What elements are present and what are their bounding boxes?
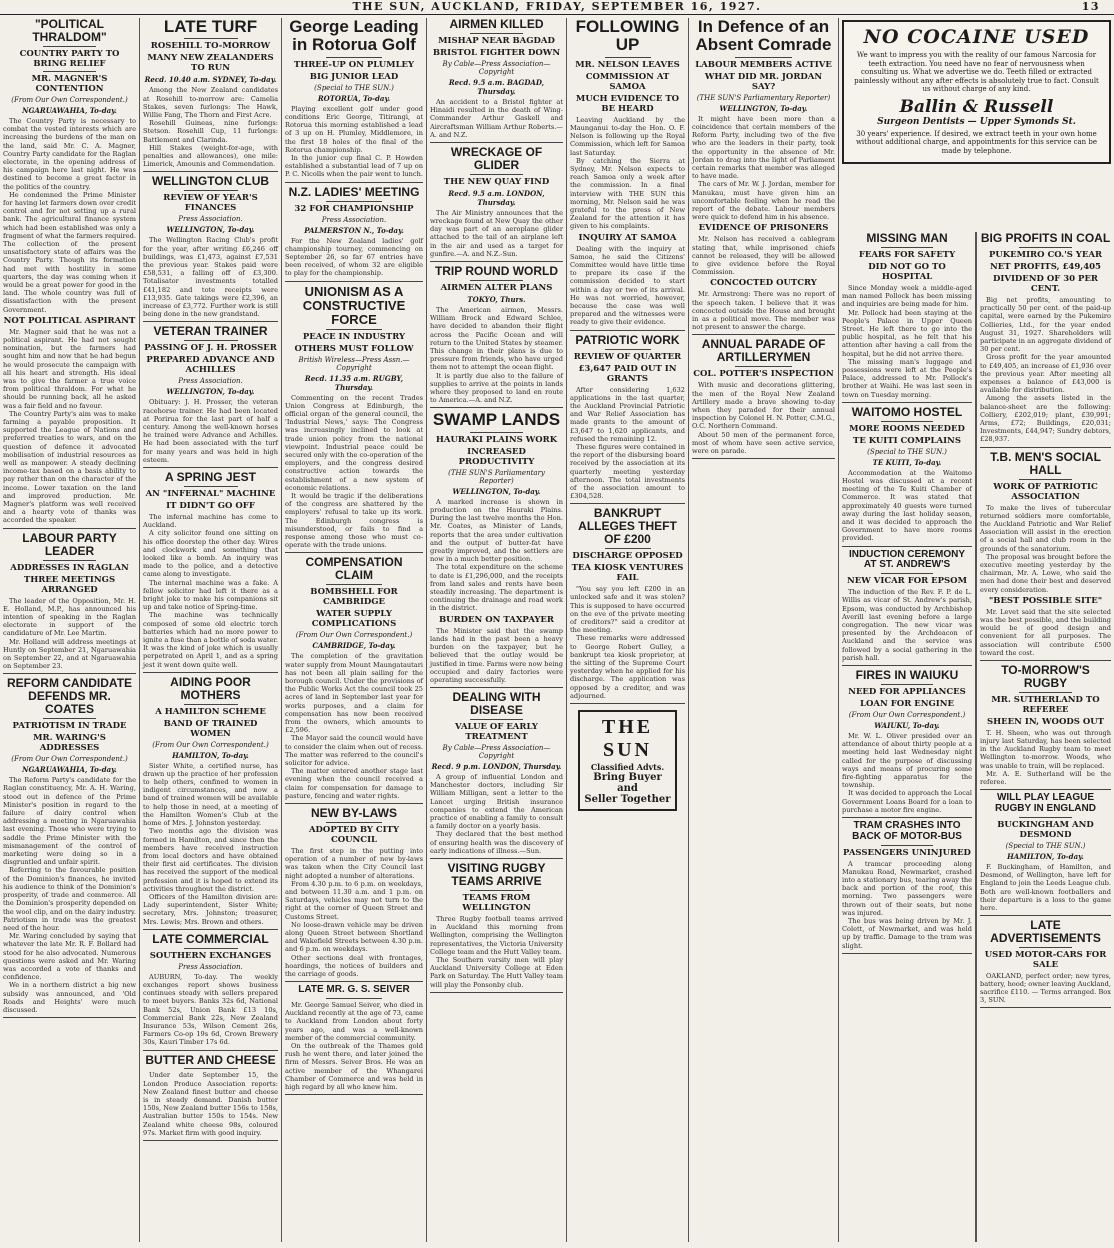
column-5 bbox=[567, 18, 689, 1242]
deck: MR. NELSON LEAVES bbox=[575, 59, 680, 70]
dateline: WAIUKU, To-day. bbox=[874, 720, 940, 730]
body-text: Mr. Pollock had been staying at the People's Palace in Upper Queen Street. He left there to go into the public hospital, as he felt that his attention after having a call from the hospital, but he did not arrive there. bbox=[842, 308, 972, 358]
byline: (From Our Own Correspondent.) bbox=[11, 755, 128, 764]
classified-heading: USED MOTOR-CARS FOR SALE bbox=[984, 950, 1107, 971]
headline: A SPRING JEST bbox=[165, 469, 256, 484]
article-compensation-claim bbox=[285, 556, 423, 804]
headline: NEW BY-LAWS bbox=[311, 806, 397, 821]
article-swamp-lands bbox=[430, 411, 563, 688]
byline: (Special to THE SUN.) bbox=[1005, 841, 1086, 850]
article-airmen-killed bbox=[430, 18, 563, 143]
deck: £3,647 PAID OUT IN GRANTS bbox=[578, 363, 677, 384]
body-text: To make the lives of tubercular returned soldiers more comfortable, the Auckland Patriotic and War Relief Association will assist in the erection of a social hall and club room in the grounds of the sanatorium. bbox=[980, 503, 1111, 553]
body-text: A tramcar proceeding along Manukau Road, Newmarket, crashed into a stationary bus, tearing away the back and portion of the roof, this morning. Two passengers were thrown out of their seats, but none was injured. bbox=[842, 859, 972, 917]
body-text: We in a northern district a big new subsidy was announced, and 'Old Roads and Heights' were much discussed. bbox=[3, 981, 136, 1014]
deck: WATER SUPPLY COMPLICATIONS bbox=[311, 609, 397, 630]
byline: (From Our Own Correspondent.) bbox=[848, 710, 966, 719]
sun-ad-line: Classified Advts. bbox=[590, 762, 665, 773]
body-text: T. H. Sheen, who was out through injury last Saturday, has been selected in the Auckland Rugby team to meet Wellington to-morrow. Woods, who was unable to train, will be replaced. bbox=[980, 728, 1111, 770]
deck: PUKEMIRO CO.'S YEAR bbox=[988, 249, 1103, 260]
body-text: Commenting on the recent Trades Union Congress at Edinburgh, the official organ of the general council, the 'Industrial News,' says: The Congress was increasingly inclined to look at trade union policy from the national viewpoint. Industrial peace could be secured only with the co-operation of the employers, and the congress desired constructive action towards the establishment of a new system of economic relations. bbox=[285, 393, 423, 492]
body-text: The internal machine was a fake. A fellow solicitor had left it there as a bright joke to make his companions sit up and take notice of Spring-time. bbox=[143, 578, 278, 612]
headline: FOLLOWING UP bbox=[575, 18, 680, 55]
body-text: About 50 men of the permanent force, most of whom have seen active service, were on parade. bbox=[692, 430, 835, 455]
dateline: PALMERSTON N., To-day. bbox=[304, 225, 404, 235]
body-text: The Country Party is necessary to combat the vested interests which are increasing the burdens of the man on the land, said Mr. C. A. Magner, Country Party candidate for the Raglan electorate, in the opening address of his campaign here last night. He was destined to become a great factor in the politics of the country. bbox=[3, 116, 136, 191]
ad-business-sub: Surgeon Dentists — Upper Symonds St. bbox=[877, 116, 1076, 127]
article-wellington-club bbox=[143, 175, 278, 322]
sun-ad-line: Bring Buyer and bbox=[593, 772, 662, 795]
headline: WELLINGTON CLUB bbox=[151, 174, 270, 189]
body-text: Rosehill Guineas, nine furlongs: Stetson. Rosehill Cup, 11 furlongs: Battlement and Clarinda. bbox=[143, 119, 278, 144]
headline: N.Z. LADIES' MEETING bbox=[288, 184, 420, 199]
headline: VISITING RUGBY TEAMS ARRIVE bbox=[447, 861, 546, 888]
headline: MISSING MAN bbox=[866, 232, 948, 245]
body-text: It would be tragic if the deliberations of the congress are shattered by the employers' refusal to take up its work. The Edinburgh congress is misunderstood, or fails to find a response among those who must co-operate with the trade unions. bbox=[285, 492, 423, 550]
body-text: The Reform Party's candidate for the Raglan constituency, Mr. A. H. Waring, stood out in defence of the Prime Minister's position in regard to the failure of dairy control when addressing a meeting in Ngaruawahia last evening. Those who were trying to saddle the Prime Minister with the mismanagement of the control of marketing were doing so in a disgruntled and unfair spirit. bbox=[3, 776, 136, 867]
deck: PASSING OF J. H. PROSSER bbox=[144, 343, 277, 354]
deck: MUCH EVIDENCE TO BE HEARD bbox=[575, 93, 680, 114]
dateline: Recd. 11.35 a.m. RUGBY, Thursday. bbox=[304, 373, 404, 392]
deck: BUCKINGHAM AND DESMOND bbox=[997, 819, 1094, 840]
deck: MANY NEW ZEALANDERS TO RUN bbox=[147, 53, 274, 74]
dateline: Recd. 10.40 a.m. SYDNEY, To-day. bbox=[144, 75, 277, 85]
deck: WORK OF PATRIOTIC ASSOCIATION bbox=[993, 481, 1098, 502]
article-waitomo-hostel bbox=[842, 406, 972, 547]
article-aiding-poor-mothers bbox=[143, 676, 278, 930]
headline: LABOUR PARTY LEADER bbox=[22, 530, 117, 558]
subhead: NOT POLITICAL ASPIRANT bbox=[3, 315, 136, 326]
body-text: The Mayor said the council would have to consider the claim when out of recess. The matter was referred to the council's solicitor for advice. bbox=[285, 734, 423, 768]
ad-small-print: 30 years' experience. If desired, we extract teeth in your own home without additional charge, and appointments for this service can be made by telephone. bbox=[855, 129, 1098, 155]
deck: MR. MAGNER'S CONTENTION bbox=[31, 73, 108, 94]
dateline: NGARUAWAHIA, To-day. bbox=[22, 105, 117, 115]
article-late-commercial bbox=[143, 933, 278, 1051]
article-dealing-with-disease bbox=[430, 691, 563, 859]
headline: LATE COMMERCIAL bbox=[152, 931, 269, 946]
byline: Press Association. bbox=[178, 215, 243, 224]
headline: WRECKAGE OF GLIDER bbox=[450, 144, 543, 172]
body-text: The leader of the Opposition, Mr. H. E. Holland, M.P., has announced his intention of speaking in the Raglan electorate in support of the candidature of Mr. Lee Martin. bbox=[3, 596, 136, 638]
body-text: The bus was being driven by Mr. J. Colett, of Newmarket, and was held up by traffic. Damage to the tram was slight. bbox=[842, 917, 972, 950]
dateline: Recd. 9 p.m. LONDON, Thursday. bbox=[431, 762, 562, 772]
deck: SOUTHERN EXCHANGES bbox=[149, 950, 272, 961]
deck: THREE-UP ON PLUMLEY bbox=[293, 59, 415, 70]
body-text: The missing man's luggage and possessions were left at the People's Palace, addressed to Mr. Pollock's brother at Waihi. He was last seen in town on Tuesday morning. bbox=[842, 357, 972, 399]
article-labour-party-leader bbox=[3, 532, 136, 675]
column-7 bbox=[839, 18, 1114, 228]
headline: "POLITICAL THRALDOM" bbox=[32, 18, 107, 44]
body-text: By catching the Sierra at Sydney, Mr. Nelson expects to reach Samoa only a week after the commission. In a final interview with THE SUN this morning, Mr. Nelson said he was grateful to the press of New Zealand for the attention it has given to his complaints. bbox=[570, 156, 685, 231]
deck: TE KUITI COMPLAINS bbox=[853, 435, 961, 446]
body-text: It was decided to approach the Local Government Loans Board for a loan to purchase a motor fire engine. bbox=[842, 789, 972, 814]
headline: AIDING POOR MOTHERS bbox=[170, 674, 251, 702]
article-tram-crashes bbox=[842, 821, 972, 954]
classified-ad: OAKLAND, perfect order; new tyres, battery, hood; owner leaving Auckland, sacrifice £110. — Terms arranged. Box 3, SUN. bbox=[980, 972, 1111, 1005]
headline: DEALING WITH DISEASE bbox=[452, 690, 541, 718]
deck: COMMISSION AT SAMOA bbox=[585, 71, 670, 92]
body-text: The proposal was brought before the executive meeting yesterday by the chairman, Mr. A. Lowe, who said the men had done their best and deserved every consideration. bbox=[980, 552, 1111, 594]
body-text: No loose-drawn vehicle may be driven along Queen Street between Shortland and Wakefield Streets between 4.30 p.m. and 6 p.m. on weekdays. bbox=[285, 920, 423, 954]
body-text: Accommodation at the Waitomo Hostel was discussed at a recent meeting of the Te Kuiti Chamber of Commerce. It was stated that approximately 40 guests were turned away during the last holiday season, and it was decided to approach the Government to have more rooms provided. bbox=[842, 468, 972, 543]
deck: IT DIDN'T GO OFF bbox=[166, 500, 255, 511]
body-text: Mr. Magner said that he was not a political aspirant. He had not sought nomination, but the farmers had sought him and now that he had begun he would prosecute the campaign with all his heart and strength. His ideal was to give the farmer a true voice from political thraldom. For what he should be running back, all he asked was a fair field and no favour. bbox=[3, 327, 136, 410]
body-text: Leaving Auckland by the Maunganui to-day the Hon. O. F. Nelson is following up the Royal Commission, which left for Samoa last Saturday. bbox=[570, 115, 685, 157]
sun-ad-title: THE SUN bbox=[601, 716, 654, 762]
headline: COMPENSATION CLAIM bbox=[305, 555, 403, 583]
body-text: The machine was technically composed of some old electric torch batteries which had no more power to ignite a fuse than a bottle of soda water. It was the kind of joke which is usually perpetrated on April 1, and as a spring jest it went down quite well. bbox=[143, 611, 278, 669]
column-4 bbox=[427, 18, 567, 1242]
article-big-profits-in-coal bbox=[980, 232, 1111, 448]
dateline: Recd. 9.5 a.m. LONDON, Thursday. bbox=[448, 188, 545, 207]
dateline: ROTORUA, To-day. bbox=[317, 93, 391, 103]
body-text: Three Rugby football teams arrived in Auckland this morning from Wellington, comprising the Wellington representatives, the Victoria University College team and the Hutt Valley team. bbox=[430, 914, 563, 956]
deck: DISCHARGE OPPOSED bbox=[572, 551, 683, 562]
deck: PASSENGERS UNINJURED bbox=[843, 847, 971, 858]
article-reform-candidate bbox=[3, 677, 136, 1018]
body-text: These remarks were addressed to George Robert Gulley, a bankrupt tea kiosk proprietor, at the sitting of the Supreme Court yesterday when he applied for his discharge. The application was opposed by a creditor, and was adjourned. bbox=[570, 634, 685, 700]
dateline: WELLINGTON, To-day. bbox=[166, 387, 255, 397]
byline: Press Association. bbox=[178, 962, 243, 971]
masthead bbox=[0, 0, 1114, 15]
headline: LATE ADVERTISEMENTS bbox=[990, 918, 1101, 946]
no-cocaine-advert bbox=[842, 20, 1111, 164]
body-text: Mr. A. E. Sutherland will be the referee. bbox=[980, 769, 1111, 787]
deck: DIVIDEND OF 30 PER CENT. bbox=[993, 273, 1098, 294]
byline: (From Our Own Correspondent.) bbox=[11, 95, 128, 104]
deck: ROSEHILL TO-MORROW bbox=[150, 41, 271, 52]
body-text: For the New Zealand ladies' golf championship tourney, commencing on September 26, so far 67 entries have been received, of whom 32 are eligible to play for the championship. bbox=[285, 236, 423, 278]
deck: A HAMILTON SCHEME bbox=[155, 706, 266, 717]
sun-ad-line: Seller Together bbox=[584, 794, 671, 806]
body-text: The cars of Mr. W. J. Jordan, member for Manukau, must have given him an uncomfortable feeling when he read the report of the debate. Labour members were quick to defend him in his absence. bbox=[692, 180, 835, 222]
headline: AIRMEN KILLED bbox=[449, 18, 544, 31]
article-trip-round-world bbox=[430, 265, 563, 408]
body-text: On the outbreak of the Thames gold rush he went there, and later joined the firm of Messrs. Seiver Bros. He was an active member of the Whangarei Chamber of Commerce and was held in high regard by all who knew him. bbox=[285, 1042, 423, 1092]
byline: (Special to THE SUN.) bbox=[867, 447, 947, 456]
headline: FIRES IN WAIUKU bbox=[855, 668, 959, 682]
body-text: AUBURN, To-day. The weekly exchanges report shows business continues steady with sellers prepared to meet buyers. Banks 32s 6d, National Bank 52s, Union Bank £13 10s, Commercial Bank 22s, New Zealand Insurance 53s, Wilson Cement 26s, Farmers Co-op 19s 6d, Crown Brewery 30s, Kauri Timber 17s 6d. bbox=[143, 972, 278, 1047]
byline: (Special to THE SUN.) bbox=[314, 83, 394, 92]
body-text: The Southern varsity men will play Auckland University College at Eden Park on Saturday. The Hutt Valley team will play the Ponsonby club. bbox=[430, 955, 563, 989]
dateline: NGARUAWAHIA, To-day. bbox=[22, 765, 117, 775]
deck: SHEEN IN, WOODS OUT bbox=[987, 716, 1104, 727]
body-text: Obituary: J. H. Prosser, the veteran racehorse trainer. He had been located at Porirua for the last part of half a century. Among the well-known horses he trained were Advance and Achilles. He had been associated with the turf for many years and was held in high esteem. bbox=[143, 398, 278, 464]
article-missing-man bbox=[842, 232, 972, 403]
subhead: INQUIRY AT SAMOA bbox=[578, 232, 677, 243]
headline: BANKRUPT ALLEGES THEFT OF £200 bbox=[578, 506, 677, 547]
body-text: Two months ago the division was formed in Hamilton, and since then the members have received instruction from local doctors and have obtained their first aid certificates. The division has received the support of the medical profession and it is hoped to extend its activities throughout the district. bbox=[143, 827, 278, 893]
body-text: Dealing with the inquiry at Samoa, he said the Citizens' Committee would have little time to prepare its case if the commission decided to start within a day or two of its arrival. He was not worried, however, because the case was well prepared and the witnesses were ready to give their evidence. bbox=[570, 244, 685, 327]
sun-classified-advert bbox=[578, 710, 677, 811]
article-fires-in-waiuku bbox=[842, 669, 972, 818]
deck: ADOPTED BY CITY COUNCIL bbox=[308, 824, 400, 845]
column-2 bbox=[140, 18, 282, 1242]
deck: TEA KIOSK VENTURES FAIL bbox=[571, 563, 684, 584]
deck: LABOUR MEMBERS ACTIVE bbox=[695, 59, 832, 70]
column-6 bbox=[689, 18, 839, 1242]
article-wreckage-of-glider bbox=[430, 146, 563, 262]
dateline: WELLINGTON, To-day. bbox=[166, 225, 255, 235]
deck: NEED FOR APPLIANCES bbox=[848, 686, 966, 697]
column-3 bbox=[282, 18, 427, 1242]
ad-heading: NO COCAINE USED bbox=[863, 26, 1090, 48]
headline: UNIONISM AS A CONSTRUCTIVE FORCE bbox=[302, 283, 406, 327]
deck: THREE MEETINGS ARRANGED bbox=[23, 574, 116, 595]
body-text: Mr. W. L. Oliver presided over an attendance of about thirty people at a meeting held last Wednesday night called for the purpose of discussing ways and means of procuring some fire-fighting apparatus for the township. bbox=[842, 731, 972, 790]
deck: THE NEW QUAY FIND bbox=[443, 176, 550, 187]
article-late-mr-seiver bbox=[285, 985, 423, 1095]
dateline: TE KUITI, To-day. bbox=[872, 457, 942, 467]
body-text: It is partly due also to the failure of supplies to arrive at the points in lands where they proposed to land en route to America.—A. and N.Z. bbox=[430, 371, 563, 405]
article-induction-ceremony bbox=[842, 550, 972, 666]
deck: REVIEW OF QUARTER bbox=[573, 351, 682, 362]
byline: (From Our Own Correspondent.) bbox=[152, 740, 269, 749]
deck: NEW VICAR FOR EPSOM bbox=[847, 576, 967, 587]
deck: BIG JUNIOR LEAD bbox=[309, 71, 399, 82]
body-text: They declared that the best method of ensuring health was the discovery of early indications of illness.—Sun. bbox=[430, 830, 563, 855]
dateline: HAMILTON, To-day. bbox=[172, 750, 249, 760]
body-text: Officers of the Hamilton division are: Lady superintendent, Sister White; secretary, Mrs. Johnston; treasurer, Mrs. Lewis; Mrs. Brown and others. bbox=[143, 892, 278, 926]
headline: SWAMP LANDS bbox=[432, 410, 561, 430]
newspaper-date-title: THE SUN, AUCKLAND, FRIDAY, SEPTEMBER 16, 1927. bbox=[352, 0, 762, 13]
article-defence-absent-comrade bbox=[692, 18, 835, 335]
body-text: F. Buckingham, of Hamilton, and Desmond, of Wellington, have left for England to join the Leeds League club. Both are well-known footballers and their departure is a loss to the game here. bbox=[980, 862, 1111, 912]
deck: COUNTRY PARTY TO BRING RELIEF bbox=[19, 48, 120, 69]
body-text: A city solicitor found one sitting on his office doorstep the other day. Wires and clockwork and something that looked like a bomb. An inquiry was made to the police, and a detective came along to investigate. bbox=[143, 529, 278, 579]
column-8 bbox=[976, 232, 1114, 1242]
deck: MR. SUTHERLAND TO REFEREE bbox=[991, 694, 1100, 715]
article-bankrupt-alleges-theft bbox=[570, 507, 685, 704]
deck: PREPARED ADVANCE AND ACHILLES bbox=[146, 355, 275, 376]
deck: COL. POTTER'S INSPECTION bbox=[693, 369, 834, 380]
deck: PATRIOTISM IN TRADE bbox=[12, 721, 127, 732]
body-text: Mr. Holland will address meetings at Huntly on September 21, Ngaruawahia on September 22, and at Ngaruawahia on September 23. bbox=[3, 637, 136, 671]
body-text: In the junior cup final C. P. Howden established a substantial lead of 7 up on P. C. Nicolls when the pair went to lunch. bbox=[285, 153, 423, 179]
deck: DID NOT GO TO HOSPITAL bbox=[868, 261, 946, 282]
subhead: "BEST POSSIBLE SITE" bbox=[988, 595, 1103, 606]
article-following-up bbox=[570, 18, 685, 331]
body-text: An accident to a Bristol fighter at Hinaidi resulted in the death of Wing-Commander Arthur Gaskell and Aircraftsman William Arthur Roberts.—A. and N.Z. bbox=[430, 97, 563, 139]
body-text: Under date September 15, the London Produce Association reports: New Zealand finest butter and cheese is in steady demand. Danish butter 150s, New Zealand butter 156s to 158s, Australian butter 150s to 154s. New Zealand white cheese 98s, coloured 97s. Market firm with good inquiry. bbox=[143, 1071, 278, 1137]
headline: REFORM CANDIDATE DEFENDS MR. COATES bbox=[6, 676, 133, 717]
body-text: Mr. George Samuel Seiver, who died in Auckland recently at the age of 73, came to Auckland from London about forty years ago, and was a well-known member of the commercial community. bbox=[285, 1001, 423, 1042]
ad-text: We want to impress you with the reality of our famous Narcosia for teeth extraction. You need have no fear of nervousness when consulting us. What we advertise we do. Teeth filled or extracted painlessly without any after effects is absolutely true to fact. Consult us without charge of any kind. bbox=[854, 51, 1099, 93]
article-late-turf bbox=[143, 18, 278, 172]
body-text: The first step in the putting into operation of a number of new by-laws was taken when the City Council last night adopted a number of alterations. bbox=[285, 846, 423, 880]
body-text: Other sections deal with frontages, hoardings, the notices of builders and the carriage of goods. bbox=[285, 953, 423, 979]
headline: BIG PROFITS IN COAL bbox=[980, 232, 1111, 245]
headline: TRIP ROUND WORLD bbox=[434, 264, 559, 279]
body-text: The Minister said that the swamp lands had in the past been a heavy burden on the taxpayer, but he believed that the outlay would be justified in time. Farms were now being occupied and dairy factories were operating successfully. bbox=[430, 626, 563, 684]
body-text: Among the New Zealand candidates at Rosehill to-morrow are: Camelia Stakes, seven furlongs: The Hawk, Willie Fang, The Thorn and First Acre. bbox=[143, 86, 278, 119]
deck: WHAT DID MR. JORDAN SAY? bbox=[704, 71, 823, 92]
deck: INCREASED PRODUCTIVITY bbox=[458, 446, 535, 467]
article-veteran-trainer bbox=[143, 325, 278, 468]
deck: MORE ROOMS NEEDED bbox=[849, 423, 965, 434]
headline: ANNUAL PARADE OF ARTILLERYMEN bbox=[701, 337, 826, 365]
article-butter-and-cheese bbox=[143, 1054, 278, 1142]
body-text: Referring to the favourable position of the Dominion's finances, he invited his audience to think of the Dominion's prosperity, of trade and commerce. All the Dominion's prosperity depended on the wool clip, and on the dairy industry. Patriotism in trade was the greatest need of the hour. bbox=[3, 866, 136, 932]
body-text: Mr. Nelson has received a cablegram stating that, while imprisoned chiefs cannot be released, they will be allowed to give evidence before the Royal Commission. bbox=[692, 235, 835, 277]
deck: OTHERS MUST FOLLOW bbox=[294, 343, 414, 354]
deck: BAND OF TRAINED WOMEN bbox=[163, 718, 258, 739]
deck: PEACE IN INDUSTRY bbox=[302, 331, 406, 342]
body-text: The American airmen, Messrs. William Brock and Edward Schlee, have decided to abandon their flight across the Pacific Ocean and will return to the United States by steamer. This change in their plans is due to pressure from friends, who have urged them not to attempt the ocean flight. bbox=[430, 306, 563, 372]
byline: Press Association. bbox=[178, 377, 243, 386]
article-new-by-laws bbox=[285, 807, 423, 982]
body-text: A group of influential London and Manchester doctors, including Sir William Milligan, sent a letter to the Lancet urging British insurance companies to extend the American practice of enabling a family to consult a family doctor on a yearly basis. bbox=[430, 773, 563, 831]
headline: BUTTER AND CHEESE bbox=[145, 1052, 276, 1067]
deck: 32 FOR CHAMPIONSHIP bbox=[294, 203, 414, 214]
article-patriotic-work bbox=[570, 334, 685, 505]
article-late-advertisements bbox=[980, 919, 1111, 1008]
headline: INDUCTION CEREMONY AT ST. ANDREW'S bbox=[848, 548, 966, 571]
body-text: He condemned the Prime Minister for having let farmers down over credit control and for not setting up a rural bank. The agricultural finance system which had been established was only a fragment of what the farmers required. The collection of the present unsatisfactory state of affairs was the Country Party. Though its formation had met with hostility in some quarters, the day was coming when it would be a great power for good in the land. The whole country was full of dissatisfaction with the present Government. bbox=[3, 190, 136, 314]
byline: By Cable—Press Association—Copyright bbox=[442, 744, 551, 761]
article-nz-ladies-meeting bbox=[285, 186, 423, 282]
subhead: EVIDENCE OF PRISONERS bbox=[698, 223, 829, 234]
dateline: TOKYO, Thurs. bbox=[467, 295, 526, 305]
byline: (THE SUN'S Parliamentary Reporter) bbox=[448, 468, 545, 485]
headline: WAITOMO HOSTEL bbox=[851, 404, 963, 419]
headline: T.B. MEN'S SOCIAL HALL bbox=[990, 449, 1101, 477]
body-text: A marked increase is shown in production on the Hauraki Plains. During the last twelve months the Hon. Mr. Coates, as Minister of Lands, reports that the area under cultivation and the output of butter-fat have greatly improved, and the settlers are now in a much better position. bbox=[430, 497, 563, 564]
deck: BOMBSHELL FOR CAMBRIDGE bbox=[310, 587, 398, 608]
subhead: CONCOCTED OUTCRY bbox=[710, 278, 817, 289]
article-spring-jest bbox=[143, 471, 278, 673]
body-text: Big net profits, amounting to practically 50 per cent. of the paid-up capital, were earned by the Pukemiro Collieries, Ltd., for the year ended August 31, 1927. Shareholders will participate in an aggregate dividend of 30 per cent. bbox=[980, 295, 1111, 354]
body-text: Gross profit for the year amounted to £49,405, an increase of £1,936 over the previous year. After meeting all expenses a balance of £43,000 is available for distribution. bbox=[980, 353, 1111, 395]
deck: AN "INFERNAL" MACHINE bbox=[145, 488, 276, 499]
body-text: These figures were contained in the report of the disbursing board received by the association at its quarterly meeting yesterday afternoon. The total investments of the association amount to £304,528. bbox=[570, 442, 685, 501]
dateline: WELLINGTON, To-day. bbox=[719, 103, 808, 113]
column-1 bbox=[0, 18, 140, 1242]
article-visiting-rugby bbox=[430, 862, 563, 993]
body-text: "You say you left £200 in an unlocked safe and it was stolen? This is supposed to have occurred on the eve of the private meeting of creditors?" said a creditor at the meeting. bbox=[570, 585, 685, 635]
body-text: Among the assets listed in the balance-sheet are the following: Colliery, £202,019; plant, £39,991; Arms, £72; Buildings, £20,031; Investments, £44,947; Sundry debtors, £28,937. bbox=[980, 394, 1111, 444]
article-rotorua-golf bbox=[285, 18, 423, 183]
deck: VALUE OF EARLY TREATMENT bbox=[455, 722, 538, 743]
body-text: It might have been more than a coincidence that certain members of the Reform Party, including two of the five who are the leaders in their party, took the opportunity in the absence of Mr. Jordan to drag into the light of Parliament certain remarks that member was alleged to have made. bbox=[692, 114, 835, 181]
deck: MISHAP NEAR BAGDAD bbox=[438, 35, 555, 46]
body-text: Mr. Armstrong: There was no report of the speech taken. I believe that it was concocted outside the House and brought in as a political move. The member was not present to answer the charge. bbox=[692, 290, 835, 332]
body-text: The matter entered another stage last evening when the council received a claim for compensation for damage to pasture, fencing and water rights. bbox=[285, 767, 423, 800]
deck: ADDRESSES IN RAGLAN bbox=[10, 562, 129, 573]
dateline: CAMBRIDGE, To-day. bbox=[312, 641, 396, 651]
article-unionism bbox=[285, 285, 423, 554]
article-tb-mens-social-hall bbox=[980, 451, 1111, 661]
body-text: Since Monday week a middle-aged man named Pollock has been missing and inquiries are being made for him. bbox=[842, 283, 972, 309]
headline: LATE TURF bbox=[163, 18, 258, 36]
headline: VETERAN TRAINER bbox=[153, 324, 268, 339]
dateline: Recd. 9.5 a.m. BAGDAD, Thursday. bbox=[448, 77, 545, 96]
page-number: 13 bbox=[1081, 0, 1100, 13]
body-text: Mr. Waring concluded by saying that whatever the late Mr. R. F. Bollard had stood for he also advocated. Numerous questions were asked and Mr. Waring was accorded a vote of thanks and confidence. bbox=[3, 932, 136, 982]
byline: Press Association. bbox=[321, 215, 387, 224]
body-text: The infernal machine has come to Auckland. bbox=[143, 512, 278, 530]
deck: MR. WARING'S ADDRESSES bbox=[33, 733, 106, 754]
byline: (THE SUN'S Parliamentary Reporter) bbox=[696, 93, 831, 102]
column-7-articles bbox=[839, 232, 976, 1242]
deck: HAURAKI PLAINS WORK bbox=[435, 434, 558, 445]
article-tomorrows-rugby bbox=[980, 664, 1111, 790]
dateline: WELLINGTON, To-day. bbox=[452, 486, 541, 496]
deck: AIRMEN ALTER PLANS bbox=[440, 283, 553, 294]
headline: LATE MR. G. S. SEIVER bbox=[298, 984, 410, 996]
deck: REVIEW OF YEAR'S FINANCES bbox=[163, 193, 258, 214]
body-text: From 4.30 p.m. to 6 p.m. on weekdays, and between 11.30 a.m. and 1 p.m. on Saturdays, vehicles may not turn to the right at the corner of Queen Street and Customs Street. bbox=[285, 879, 423, 921]
byline: By Cable—Press Association—Copyright bbox=[442, 59, 551, 76]
headline: George Leading in Rotorua Golf bbox=[289, 18, 419, 55]
body-text: The Air Ministry announces that the wreckage found at New Quay the other day was part of an aeroplane glider attached to the tail of an airplane left in the air and used as a target for gunfire.—A. and N.Z.-Sun. bbox=[430, 208, 563, 258]
headline: In Defence of an Absent Comrade bbox=[695, 18, 832, 55]
body-text: The Country Party's aim was to make farming a payable proposition. It supported the League of Nations and preferred treaties to wars, and on the question of defence it advocated mobilisation of industrial resources as well as manpower. A steady declining income-tax based on a basis ability to pay rather than on the character of the income. Lower taxation on the land and improved production. Mr. Magner's platform was well received and a hearty vote of thanks was accorded the speaker. bbox=[3, 409, 136, 525]
headline: PATRIOTIC WORK bbox=[575, 332, 680, 347]
body-text: Mr. Levet said that the site selected was the best possible, and the building would be of good design and convenient for all purposes. The association will contribute £500 toward the cost. bbox=[980, 607, 1111, 657]
body-text: The induction of the Rev. F. P. de L. Willis as vicar of St. Andrew's parish, Epsom, was conducted by Archbishop Averill last evening before a large congregation. The new vicar was presented by the Archdeacon of Auckland and the service was followed by a social gathering in the parish hall. bbox=[842, 588, 972, 662]
deck: TEAMS FROM WELLINGTON bbox=[462, 892, 531, 913]
byline: British Wireless—Press Assn.—Copyright bbox=[298, 355, 410, 372]
deck: FEARS FOR SAFETY bbox=[858, 249, 956, 260]
article-league-rugby-england bbox=[980, 793, 1111, 916]
dateline: HAMILTON, To-day. bbox=[1007, 851, 1084, 861]
body-text: After considering 1,632 applications in the last quarter, the Auckland Provincial Patriotic and War Relief Association has made grants to the amount of £3,647 to 1,620 applicants, and refused the remaining 12. bbox=[570, 385, 685, 443]
article-annual-parade bbox=[692, 338, 835, 459]
body-text: The total expenditure on the scheme to date is £1,296,000, and the receipts from land sales and rents have been steadily increasing. The department is continuing the drainage and road work in the district. bbox=[430, 563, 563, 613]
body-text: The completion of the gravitation water supply from Mount Maungatautari has not been all plain sailing for the borough council. Under the provisions of the Public Works Act the council took 25 acres of land in September last year for works purposes, and a claim for compensation has now been received from the owners, which amounts to £2,596. bbox=[285, 652, 423, 735]
body-text: The Wellington Racing Club's profit for the year, after writing £6,246 off buildings, was £1,473, against £7,531 the previous year. Stakes paid were £58,531, a falling off of £3,300. Totalisator investments totalled £41,182 and tote receipts were £13,935. Gate takings were £2,396, an increase of £3,772. Further work is still being done in the new grandstand. bbox=[143, 236, 278, 319]
deck: LOAN FOR ENGINE bbox=[860, 698, 954, 709]
headline: WILL PLAY LEAGUE RUGBY IN ENGLAND bbox=[995, 792, 1096, 815]
byline: (From Our Own Correspondent.) bbox=[295, 631, 413, 640]
subhead: BURDEN ON TAXPAYER bbox=[439, 614, 554, 625]
article-political-thraldom bbox=[3, 18, 136, 529]
deck: BRISTOL FIGHTER DOWN bbox=[432, 47, 561, 58]
headline: TRAM CRASHES INTO BACK OF MOTOR-BUS bbox=[852, 819, 962, 842]
ad-business-name: Ballin & Russell bbox=[899, 96, 1054, 117]
body-text: Hill Stakes (weight-for-age, with penalties and allowances), one mile: Limerick, Amounis and Commendation. bbox=[143, 143, 278, 169]
headline: TO-MORROW'S RUGBY bbox=[1001, 662, 1090, 690]
deck: NET PROFITS, £49,405 bbox=[990, 261, 1101, 272]
body-text: With music and decorations glittering, the men of the Royal New Zealand Artillery made a brave showing to-day when they paraded for their annual inspection by Colonel H. N. Potter, C.M.G., O.C. Northern Command. bbox=[692, 381, 835, 431]
body-text: Playing excellent golf under good conditions Eric George, Titirangi, at Rotorua this morning established a lead of 3 up on H. Plumley, Middlemore, in the first 18 holes of the final of the Rotorua championship. bbox=[285, 104, 423, 154]
body-text: Sister White, a certified nurse, has drawn up the practice of her profession to help others, confined to women in indigent circumstances, and now a band of trained women will be available to help those in need, at a meeting of the Hamilton Women's Club at the home of Mrs. J. Johnston yesterday. bbox=[143, 761, 278, 828]
